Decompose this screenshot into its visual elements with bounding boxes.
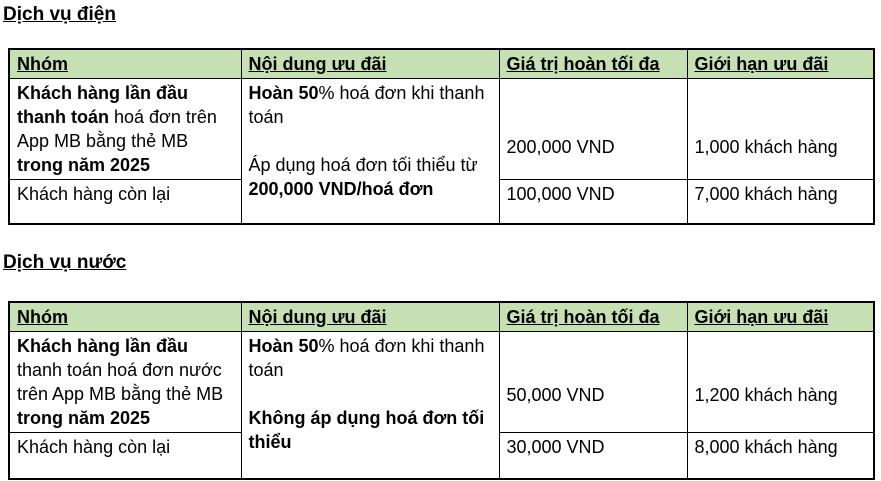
- cell-offer-limit: 8,000 khách hàng: [687, 432, 874, 479]
- cell-offer-limit: 1,200 khách hàng: [687, 331, 874, 432]
- header-offer-limit: Giới hạn ưu đãi: [687, 49, 874, 79]
- section-title-water: Dịch vụ nước: [3, 251, 127, 273]
- header-group: Nhóm: [9, 302, 241, 332]
- header-offer-content: Nội dung ưu đãi: [241, 302, 499, 332]
- cell-offer-content: Hoàn 50% hoá đơn khi thanh toán Không áp dụng hoá đơn tối thiểu: [241, 331, 499, 479]
- section-water: [0, 251, 881, 481]
- cell-max-refund: 50,000 VND: [499, 331, 687, 432]
- water-table-header-row: [9, 302, 874, 332]
- cell-group-first-time: Khách hàng lần đầu thanh toán hoá đơn nước trên App MB bằng thẻ MB trong năm 2025: [9, 331, 241, 432]
- electricity-offer-table: [8, 48, 875, 225]
- water-offer-table: [8, 301, 875, 481]
- section-title-electricity: Dịch vụ điện: [3, 4, 116, 25]
- cell-max-refund: 100,000 VND: [499, 180, 687, 224]
- table-row: [9, 79, 874, 180]
- header-group: Nhóm: [9, 49, 241, 79]
- cell-max-refund: 30,000 VND: [499, 432, 687, 479]
- cell-group-remaining: Khách hàng còn lại: [9, 180, 241, 224]
- electricity-table-header-row: [9, 49, 874, 79]
- cell-offer-content: Hoàn 50% hoá đơn khi thanh toán Áp dụng hoá đơn tối thiểu từ 200,000 VND/hoá đơn: [241, 79, 499, 224]
- section-electricity: [0, 0, 881, 225]
- cell-offer-limit: 7,000 khách hàng: [687, 180, 874, 224]
- cell-group-first-time: Khách hàng lần đầu thanh toán hoá đơn trên App MB bằng thẻ MB trong năm 2025: [9, 79, 241, 180]
- header-max-refund: Giá trị hoàn tối đa: [499, 49, 687, 79]
- cell-offer-limit: 1,000 khách hàng: [687, 79, 874, 180]
- header-offer-content: Nội dung ưu đãi: [241, 49, 499, 79]
- cell-group-remaining: Khách hàng còn lại: [9, 432, 241, 479]
- header-max-refund: Giá trị hoàn tối đa: [499, 302, 687, 332]
- cell-max-refund: 200,000 VND: [499, 79, 687, 180]
- table-row: [9, 331, 874, 432]
- header-offer-limit: Giới hạn ưu đãi: [687, 302, 874, 332]
